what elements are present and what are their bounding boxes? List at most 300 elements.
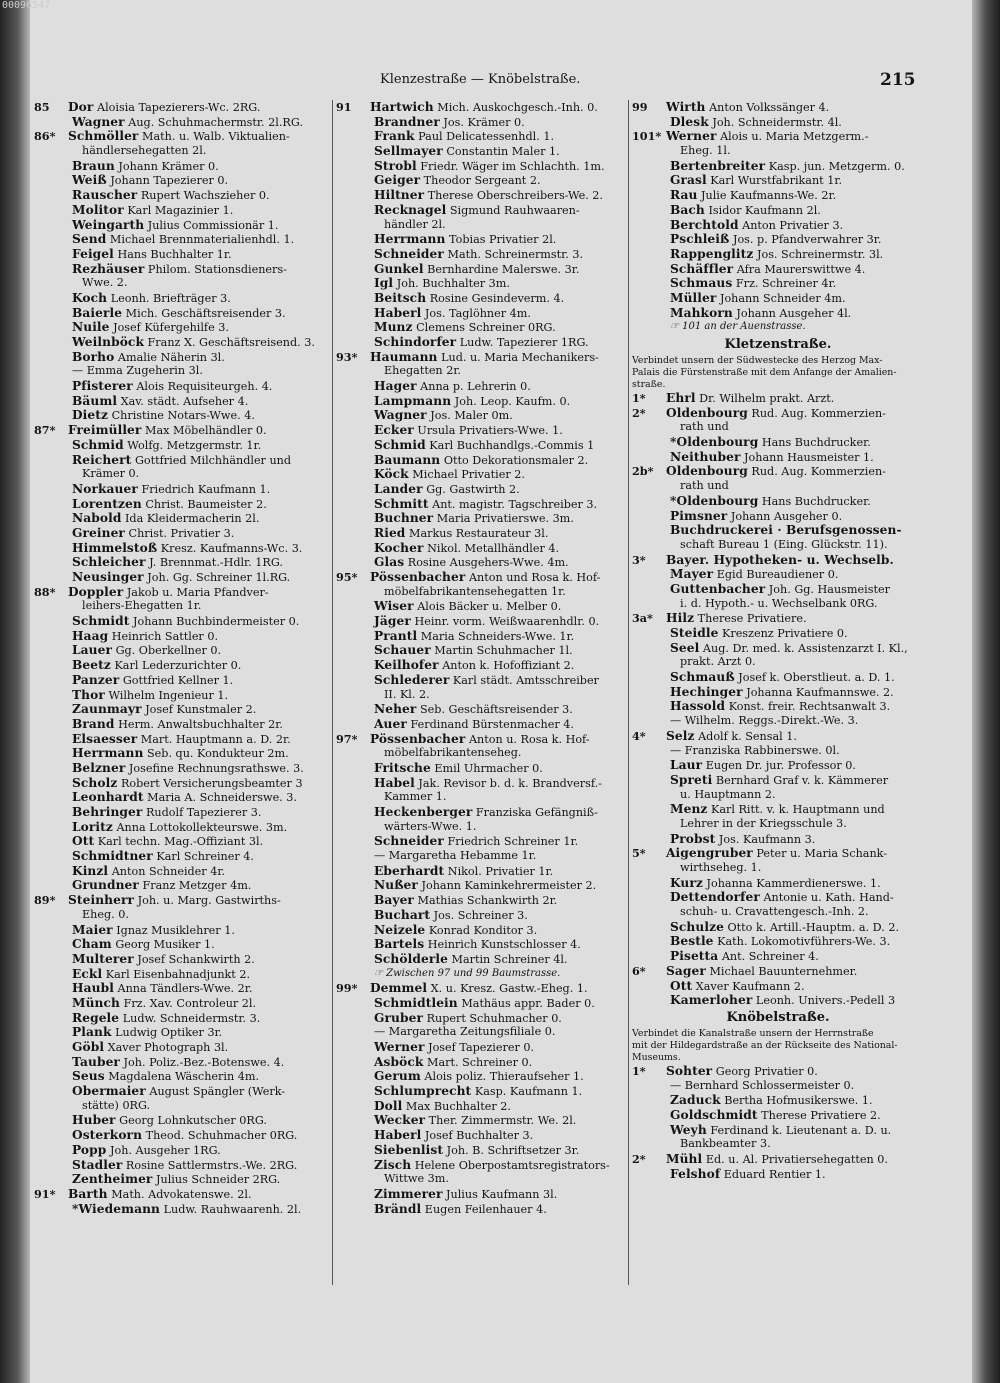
house-number: 86* [34, 129, 56, 144]
entry-same-surname: — Margaretha Hebamme 1r. [374, 849, 537, 863]
resident-name: Braun [72, 158, 115, 173]
resident-name: Pössenbacher [370, 731, 466, 746]
resident-details: Mathias Schankwirth 2r. [417, 894, 558, 908]
resident-details: Ferdinand k. Lieutenant a. D. u. [710, 1123, 892, 1137]
column-rule [628, 100, 629, 1285]
resident-details: Mathäus appr. Bader 0. [461, 996, 595, 1010]
resident-name: Leonhardt [72, 790, 144, 805]
directory-entry [336, 805, 626, 820]
resident-name: Barth [68, 1186, 108, 1201]
resident-name: Nabold [72, 511, 122, 526]
directory-entry [336, 1128, 626, 1143]
resident-details: Ed. u. Al. Privatiersehegatten 0. [705, 1153, 888, 1166]
resident-details: Karl städt. Amtsschreiber [452, 673, 599, 687]
resident-details: Johann Krämer 0. [118, 159, 219, 173]
street-description: mit der Hildegardstraße an der Rückseite des National- [632, 1039, 898, 1051]
resident-name: Obermaier [72, 1084, 146, 1099]
resident-details: Josef Kunstmaler 2. [145, 703, 257, 717]
directory-entry [34, 688, 329, 703]
resident-name: Neithuber [670, 449, 741, 464]
resident-name: Recknagel [374, 202, 447, 217]
resident-details: Mart. Schreiner 0. [427, 1055, 533, 1069]
directory-entry [34, 937, 329, 952]
directory-entry [336, 276, 626, 291]
directory-entry [34, 805, 329, 820]
resident-details: Kasp. jun. Metzgerm. 0. [768, 159, 905, 173]
resident-name: Asböck [374, 1054, 424, 1069]
resident-name: Hartwich [370, 100, 434, 114]
resident-name: Borho [72, 349, 115, 364]
resident-name: Hilz [666, 611, 695, 626]
resident-name: Siebenlist [374, 1142, 444, 1157]
resident-name: Goldschmidt [670, 1107, 758, 1122]
resident-details: Franziska Gefängniß- [475, 806, 598, 819]
directory-entry [336, 306, 626, 321]
scan-id: 00096547 [2, 0, 51, 11]
resident-name: Lampmann [374, 393, 452, 408]
directory-entry [632, 218, 924, 233]
directory-entry [632, 832, 924, 847]
directory-entry [632, 406, 924, 421]
directory-entry [34, 1084, 329, 1099]
resident-details: Peter u. Maria Schank- [756, 847, 888, 861]
house-number: 3a* [632, 611, 653, 626]
resident-details: Johann Ausgeher 4l. [736, 306, 852, 320]
resident-details: Aug. Schuhmachermstr. 2l.RG. [128, 115, 303, 129]
resident-details: Friedrich Kaufmann 1. [141, 482, 271, 496]
resident-details: Franz Metzger 4m. [142, 879, 252, 893]
resident-name: Zentheimer [72, 1172, 153, 1187]
directory-entry [632, 173, 924, 188]
resident-name: Guttenbacher [670, 581, 766, 596]
resident-details: Rupert Wachszieher 0. [140, 189, 270, 203]
resident-name: Dor [68, 100, 94, 114]
resident-details: Math. Advokatenswe. 2l. [111, 1187, 252, 1201]
resident-name: Lauer [72, 643, 113, 658]
resident-name: Felshof [670, 1166, 721, 1181]
column-rule [332, 100, 333, 1285]
resident-name: Wagner [374, 408, 427, 423]
resident-details: Ant. Schreiner 4. [721, 950, 819, 964]
resident-details: Ludw. Rauhwaarenh. 2l. [163, 1202, 302, 1216]
directory-entry [632, 232, 924, 247]
resident-name: Buchdruckerei · Berufsgenossen- [670, 523, 902, 538]
resident-name: Doppler [68, 584, 124, 599]
resident-details: Jos. Kaufmann 3. [718, 832, 816, 846]
resident-name: Tauber [72, 1054, 120, 1069]
cross-reference-text: 101 an der Auenstrasse. [682, 321, 806, 333]
resident-name: Pisetta [670, 949, 719, 964]
entry-continuation: Wittwe 3m. [384, 1172, 449, 1186]
directory-entry [34, 350, 329, 365]
resident-details: Christ. Baumeister 2. [145, 497, 267, 511]
resident-details: Martin Schuhmacher 1l. [434, 644, 573, 658]
directory-entry [34, 776, 329, 791]
resident-name: Herrmann [374, 232, 446, 247]
resident-name: Belzner [72, 760, 126, 775]
directory-entry [34, 408, 329, 423]
directory-entry [632, 188, 924, 203]
resident-details: Julie Kaufmanns-We. 2r. [701, 189, 837, 203]
resident-name: Scholz [72, 775, 118, 790]
resident-name: Herrmann [72, 746, 144, 761]
resident-details: Anna Tändlers-Wwe. 2r. [117, 982, 253, 996]
directory-entry [34, 555, 329, 570]
resident-name: Bäuml [72, 393, 118, 408]
page-number: 215 [880, 70, 916, 90]
resident-details: Christine Notars-Wwe. 4. [111, 409, 255, 423]
entry-continuation: prakt. Arzt 0. [680, 655, 756, 669]
resident-name: Wirth [666, 100, 706, 114]
resident-name: Gruber [374, 1010, 423, 1025]
resident-details: Josefine Rechnungsrathswe. 3. [128, 761, 304, 775]
resident-details: Amalie Näherin 3l. [117, 350, 225, 364]
resident-name: Schneider [374, 834, 444, 849]
directory-entry [336, 482, 626, 497]
resident-details: Max Möbelhändler 0. [145, 424, 267, 438]
resident-name: Neher [374, 702, 417, 717]
directory-entry [632, 494, 924, 509]
resident-name: Steidle [670, 626, 719, 640]
resident-details: Joh. Gg. Schreiner 1l.RG. [147, 571, 291, 584]
directory-entry [336, 599, 626, 614]
directory-entry [336, 320, 626, 335]
entry-continuation: Kammer 1. [384, 790, 447, 804]
directory-entry [336, 761, 626, 776]
directory-entry [34, 159, 329, 174]
resident-name: Sohter [666, 1063, 713, 1078]
directory-entry [34, 761, 329, 776]
resident-details: Theod. Schuhmacher 0RG. [145, 1129, 298, 1143]
book-edge [972, 0, 1000, 1383]
resident-details: Therese Privatiere 2. [761, 1108, 881, 1122]
directory-entry [34, 262, 329, 277]
cross-reference-text: Zwischen 97 und 99 Baumstrasse. [386, 967, 561, 979]
column-1 [34, 100, 329, 1216]
resident-name: Munz [374, 320, 413, 335]
resident-name: Laur [670, 758, 703, 773]
directory-entry [336, 673, 626, 688]
resident-details: Rosine Sattlermstrs.-We. 2RG. [125, 1158, 298, 1172]
directory-entry [34, 1202, 329, 1217]
entry-continuation: Lehrer in der Kriegsschule 3. [680, 816, 847, 830]
resident-details: Philom. Stationsdieners- [147, 262, 287, 276]
directory-entry [34, 1172, 329, 1187]
resident-name: Schleicher [72, 555, 146, 570]
house-number: 85 [34, 100, 50, 114]
resident-details: Herm. Anwaltsbuchhalter 2r. [118, 717, 283, 731]
resident-details: Friedrich Schreiner 1r. [447, 835, 579, 849]
resident-details: Wolfg. Metzgermstr. 1r. [127, 438, 262, 452]
resident-details: Jos. Schreinermstr. 3l. [756, 247, 884, 261]
resident-details: Karl Schreiner 4. [156, 850, 254, 864]
resident-name: Schmitt [374, 496, 429, 511]
resident-name: *Wiedemann [72, 1201, 161, 1216]
directory-entry [632, 100, 924, 115]
resident-name: Schlumprecht [374, 1084, 472, 1099]
directory-entry [336, 937, 626, 952]
resident-details: Paul Delicatessenhdl. 1. [418, 130, 554, 144]
resident-name: Frank [374, 129, 415, 144]
resident-details: Mart. Hauptmann a. D. 2r. [140, 732, 291, 746]
directory-entry [632, 876, 924, 891]
resident-details: Gottfried Milchhändler und [134, 453, 292, 467]
resident-details: Julius Commissionär 1. [147, 218, 279, 232]
scan-left-margin [0, 0, 30, 1383]
resident-name: Stadler [72, 1157, 123, 1172]
resident-name: Menz [670, 802, 708, 817]
directory-entry [34, 541, 329, 556]
resident-name: Oldenbourg [666, 405, 748, 420]
resident-details: Jos. Krämer 0. [443, 115, 525, 129]
resident-name: Brandner [374, 114, 440, 129]
directory-entry [632, 729, 924, 744]
resident-details: Ther. Zimmermstr. We. 2l. [428, 1114, 577, 1128]
resident-name: Weingarth [72, 217, 145, 232]
resident-name: Baierle [72, 305, 123, 320]
resident-name: Bach [670, 202, 705, 217]
street-description: Museums. [632, 1051, 681, 1063]
resident-details: Johann Tapezierer 0. [110, 174, 229, 188]
resident-details: Leonh. Univers.-Pedell 3 [755, 994, 896, 1008]
directory-entry [336, 423, 626, 438]
resident-details: Josef Küfergehilfe 3. [113, 321, 229, 335]
resident-name: Dlesk [670, 114, 709, 129]
pointing-hand-icon: ☞ [670, 321, 683, 333]
pointing-hand-icon: ☞ [374, 967, 387, 979]
directory-entry [34, 115, 329, 130]
resident-name: Seel [670, 640, 700, 655]
resident-details: Hans Buchdrucker. [761, 436, 871, 450]
directory-entry [336, 996, 626, 1011]
directory-entry [632, 611, 924, 626]
resident-details: Josef k. Oberstlieut. a. D. 1. [738, 671, 895, 685]
directory-entry [34, 218, 329, 233]
entry-continuation: Eheg. 1l. [680, 144, 731, 158]
resident-details: Rupert Schuhmacher 0. [426, 1011, 562, 1025]
resident-name: Gerum [374, 1069, 421, 1084]
resident-details: Franz X. Geschäftsreisend. 3. [147, 336, 315, 349]
resident-details: Seb. qu. Kondukteur 2m. [147, 747, 289, 761]
directory-entry [632, 964, 924, 979]
resident-name: Weiß [72, 173, 107, 188]
resident-details: Joh. Leop. Kaufm. 0. [454, 394, 571, 408]
resident-details: Ida Kleidermacherin 2l. [125, 512, 260, 526]
resident-details: Georg Lohnkutscher 0RG. [119, 1114, 267, 1128]
directory-entry [34, 511, 329, 526]
column-3 [632, 100, 924, 1181]
resident-details: Joh. Ausgeher 1RG. [109, 1143, 221, 1157]
resident-details: Maria Privatierswe. 3m. [436, 512, 574, 526]
directory-entry [336, 717, 626, 732]
resident-name: Habel [374, 775, 415, 790]
resident-name: Multerer [72, 951, 134, 966]
resident-details: Constantin Maler 1. [446, 145, 560, 159]
resident-details: Joh. Gg. Hausmeister [768, 582, 890, 596]
directory-entry [34, 320, 329, 335]
resident-name: Hassold [670, 699, 726, 714]
resident-details: Magdalena Wäscherin 4m. [108, 1070, 259, 1084]
resident-details: Ludwig Optiker 3r. [115, 1026, 223, 1040]
directory-entry [336, 834, 626, 849]
resident-details: J. Brennmat.-Hdlr. 1RG. [149, 556, 283, 570]
resident-details: Aug. Dr. med. k. Assistenzarzt I. Kl., [702, 641, 908, 655]
directory-entry [336, 1143, 626, 1158]
directory-entry [632, 920, 924, 935]
resident-details: Konst. freir. Rechtsanwalt 3. [728, 700, 891, 714]
resident-details: Ignaz Musiklehrer 1. [116, 923, 235, 937]
resident-details: Xaver Kaufmann 2. [695, 979, 805, 993]
resident-name: Haberl [374, 305, 422, 320]
resident-details: Lud. u. Maria Mechanikers- [441, 350, 599, 364]
resident-details: Josef Tapezierer 0. [428, 1041, 535, 1054]
directory-entry [34, 453, 329, 468]
resident-name: Rauscher [72, 188, 138, 203]
resident-details: Georg Privatier 0. [715, 1064, 818, 1078]
resident-details: Eduard Rentier 1. [723, 1167, 826, 1181]
resident-details: Bernhardine Malerswe. 3r. [427, 262, 580, 276]
resident-name: Wecker [374, 1113, 426, 1128]
resident-name: Panzer [72, 672, 120, 687]
resident-name: Keilhofer [374, 658, 439, 673]
directory-entry [336, 394, 626, 409]
directory-entry [34, 820, 329, 835]
directory-entry [336, 188, 626, 203]
resident-name: Hechinger [670, 684, 743, 699]
directory-entry [34, 203, 329, 218]
resident-name: Mahkorn [670, 305, 733, 320]
resident-name: Reichert [72, 452, 132, 467]
directory-entry [632, 1108, 924, 1123]
directory-entry [34, 673, 329, 688]
resident-name: Schmauß [670, 670, 735, 685]
directory-entry [336, 247, 626, 262]
directory-entry [632, 890, 924, 905]
resident-details: Kreszenz Privatiere 0. [721, 627, 848, 640]
resident-name: Schauer [374, 643, 431, 658]
resident-name: Schulze [670, 919, 724, 934]
resident-details: Max Buchhalter 2. [405, 1099, 511, 1113]
directory-entry [336, 614, 626, 629]
directory-entry [336, 173, 626, 188]
directory-entry [34, 1143, 329, 1158]
house-number: 1* [632, 1063, 646, 1078]
directory-entry [632, 802, 924, 817]
directory-entry [34, 923, 329, 938]
resident-details: Maria A. Schneiderswe. 3. [147, 791, 297, 805]
directory-entry [34, 394, 329, 409]
resident-details: Johann Hausmeister 1. [744, 450, 874, 464]
entry-continuation: Wwe. 2. [82, 276, 128, 290]
cross-reference [336, 967, 626, 982]
resident-name: Berchtold [670, 217, 739, 232]
directory-entry [632, 699, 924, 714]
entry-same-surname: — Bernhard Schlossermeister 0. [670, 1078, 855, 1092]
resident-name: Bestle [670, 934, 714, 949]
directory-entry [336, 1040, 626, 1055]
house-number: 89* [34, 893, 56, 908]
street-description: Palais die Fürstenstraße mit dem Anfange der Amalien- [632, 367, 897, 378]
directory-entry [336, 438, 626, 453]
resident-name: Nußer [374, 878, 418, 893]
resident-details: Georg Musiker 1. [115, 938, 215, 952]
resident-name: Dietz [72, 408, 109, 423]
resident-details: Anton Privatier 3. [742, 218, 844, 232]
directory-entry [34, 585, 329, 600]
directory-entry [34, 1025, 329, 1040]
resident-details: Heinrich Sattler 0. [111, 629, 219, 643]
directory-entry [34, 188, 329, 203]
resident-name: Werner [374, 1040, 425, 1054]
house-number: 97* [336, 731, 358, 746]
entry-continuation: rath und [680, 420, 729, 434]
directory-entry [34, 746, 329, 761]
resident-name: Buchart [374, 907, 431, 922]
directory-entry [34, 849, 329, 864]
resident-name: Buchner [374, 511, 434, 526]
resident-name: Pössenbacher [370, 570, 466, 584]
directory-entry [632, 523, 924, 538]
directory-entry [34, 570, 329, 585]
resident-name: Ried [374, 525, 406, 540]
street-heading: Knöbelstraße. [726, 1009, 830, 1025]
resident-name: Geiger [374, 173, 421, 188]
directory-entry [336, 555, 626, 570]
directory-entry [632, 129, 924, 144]
resident-name: Brand [72, 716, 115, 731]
entry-continuation: schaft Bureau 1 (Eing. Glückstr. 11). [680, 537, 888, 551]
resident-details: Math. u. Walb. Viktualien- [142, 130, 290, 144]
resident-name: Mayer [670, 567, 714, 582]
resident-name: Schmid [374, 437, 426, 452]
entry-continuation: Ehegatten 2r. [384, 364, 461, 378]
resident-details: Markus Restaurateur 3l. [409, 526, 549, 540]
directory-entry [34, 629, 329, 644]
entry-continuation: rath und [680, 479, 729, 493]
house-number: 3* [632, 552, 646, 567]
resident-name: Send [72, 232, 107, 247]
resident-name: Schölderle [374, 951, 448, 966]
directory-entry [336, 732, 626, 747]
resident-details: Friedr. Wäger im Schlachth. 1m. [420, 159, 605, 173]
directory-entry [34, 717, 329, 732]
resident-name: Zimmerer [374, 1186, 443, 1201]
entry-continuation: wirthseheg. 1. [680, 861, 762, 874]
directory-entry [34, 306, 329, 321]
directory-entry [336, 1113, 626, 1128]
resident-name: Lorentzen [72, 496, 142, 511]
directory-entry [336, 702, 626, 717]
resident-details: Therese Privatiere. [697, 612, 807, 626]
resident-details: Adolf k. Sensal 1. [698, 729, 797, 743]
resident-details: Johann Kaminkehrermeister 2. [421, 879, 597, 893]
resident-details: August Spängler (Werk- [149, 1085, 286, 1099]
resident-name: Spreti [670, 772, 713, 787]
directory-entry [632, 979, 924, 994]
directory-entry [34, 438, 329, 453]
house-number: 6* [632, 963, 646, 978]
resident-name: Kurz [670, 875, 703, 890]
entry-continuation: Krämer 0. [82, 467, 140, 481]
directory-entry [336, 878, 626, 893]
resident-details: Mich. Geschäftsreisender 3. [125, 306, 286, 320]
resident-details: Jos. Taglöhner 4m. [424, 306, 531, 320]
resident-name: Himmelstoß [72, 540, 158, 555]
resident-name: Cham [72, 937, 112, 952]
resident-details: Therese Oberschreibers-We. 2. [427, 189, 603, 203]
directory-entry [336, 159, 626, 174]
directory-entry [632, 115, 924, 130]
